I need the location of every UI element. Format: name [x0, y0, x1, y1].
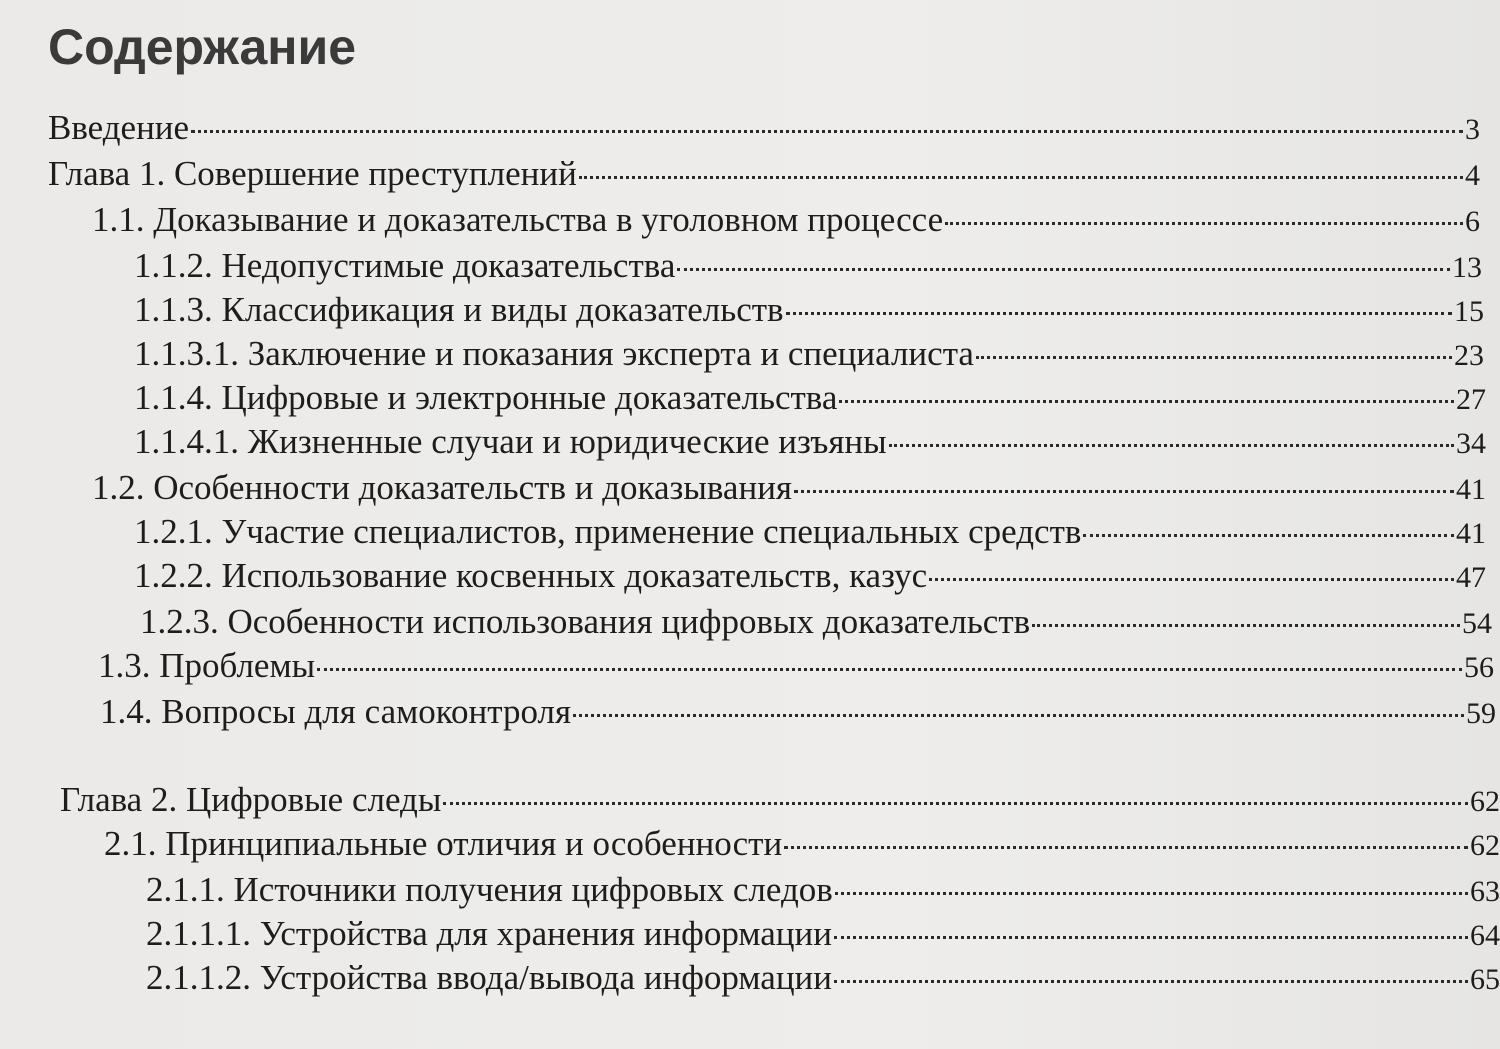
dot-leader — [839, 400, 1454, 403]
toc-entry-label: 1.1. Доказывание и доказательства в уголовном процессе — [92, 200, 944, 239]
toc-entry-page: 34 — [1456, 427, 1486, 460]
dot-leader — [1032, 624, 1460, 627]
toc-entry-label: 1.4. Вопросы для самоконтроля — [100, 692, 572, 731]
toc-entry — [100, 692, 1496, 736]
dot-leader — [443, 802, 1468, 805]
toc-entry-page: 62 — [1470, 829, 1500, 862]
toc-entry-page: 6 — [1465, 205, 1480, 238]
toc-entry — [104, 824, 1500, 868]
toc-entry-label: 2.1. Принципиальные отличия и особенности — [104, 824, 783, 863]
toc-entry-label: 1.2. Особенности доказательств и доказывания — [92, 468, 793, 507]
toc-entry — [134, 378, 1486, 422]
page-title: Содержание — [48, 19, 357, 75]
toc-entry-page: 54 — [1462, 607, 1492, 640]
dot-leader — [317, 668, 1462, 671]
toc-entry-page: 62 — [1470, 785, 1500, 818]
toc-entry-label: Глава 1. Совершение преступлений — [48, 154, 577, 193]
toc-entry-label: 2.1.1.2. Устройства ввода/вывода информации — [146, 958, 833, 997]
dot-leader — [786, 312, 1452, 315]
dot-leader — [929, 578, 1454, 581]
toc-entry-page: 41 — [1456, 473, 1486, 506]
toc-entry — [48, 154, 1480, 198]
toc-entry-page: 4 — [1465, 159, 1480, 192]
toc-entry — [98, 646, 1494, 690]
toc-entry-label: 1.3. Проблемы — [98, 646, 316, 685]
toc-entry-page: 47 — [1456, 561, 1486, 594]
dot-leader — [945, 222, 1463, 225]
toc-entry-page: 27 — [1456, 383, 1486, 416]
toc-entry — [134, 512, 1486, 556]
toc-entry-label: Глава 2. Цифровые следы — [60, 780, 442, 819]
toc-entry — [48, 108, 1480, 152]
toc-entry-page: 64 — [1470, 919, 1500, 952]
toc-entry — [60, 780, 1500, 824]
dot-leader — [573, 714, 1464, 717]
toc-entry-page: 23 — [1454, 339, 1484, 372]
toc-entry — [134, 334, 1484, 378]
dot-leader — [834, 936, 1468, 939]
toc-entry-page: 15 — [1454, 295, 1484, 328]
dot-leader — [677, 268, 1450, 271]
toc-entry-label: 1.1.3. Классификация и виды доказательств — [134, 290, 784, 329]
dot-leader — [834, 980, 1468, 983]
toc-entry-page: 13 — [1452, 251, 1482, 284]
dot-leader — [191, 130, 1463, 133]
toc-entry-label: 1.1.3.1. Заключение и показания эксперта и специалиста — [134, 334, 974, 373]
toc-entry — [92, 468, 1486, 512]
toc-entry — [134, 246, 1482, 290]
toc-entry — [146, 870, 1500, 914]
toc-entry-page: 63 — [1470, 875, 1500, 908]
toc-entry — [92, 200, 1480, 244]
toc-entry-label: 2.1.1.1. Устройства для хранения информации — [146, 914, 832, 953]
toc-entry-page: 59 — [1466, 697, 1496, 730]
dot-leader — [579, 176, 1463, 179]
toc-entry-page: 3 — [1465, 113, 1480, 146]
dot-leader — [976, 356, 1452, 359]
toc-entry-page: 56 — [1464, 651, 1494, 684]
dot-leader — [835, 892, 1468, 895]
toc-entry-label: 1.2.2. Использование косвенных доказательств, казус — [134, 556, 928, 595]
toc-entry-label: 1.1.2. Недопустимые доказательства — [134, 246, 676, 285]
toc-entry-page: 65 — [1470, 963, 1500, 996]
toc-entry-label: 1.1.4. Цифровые и электронные доказательства — [134, 378, 838, 417]
toc-entry-page: 41 — [1456, 517, 1486, 550]
dot-leader — [889, 444, 1454, 447]
toc-entry-label: 1.2.1. Участие специалистов, применение специальных средств — [134, 512, 1082, 551]
toc-entry — [134, 290, 1484, 334]
toc-entry-label: 1.1.4.1. Жизненные случаи и юридические изъяны — [134, 422, 887, 461]
toc-entry — [140, 602, 1492, 646]
dot-leader — [794, 490, 1454, 493]
toc-entry-label: 2.1.1. Источники получения цифровых следов — [146, 870, 833, 909]
toc-entry — [134, 422, 1486, 466]
toc-entry — [134, 556, 1486, 600]
toc-entry — [146, 914, 1500, 958]
toc-entry-label: 1.2.3. Особенности использования цифровых доказательств — [140, 602, 1031, 641]
toc-entry — [146, 958, 1500, 1002]
dot-leader — [784, 846, 1468, 849]
dot-leader — [1083, 534, 1454, 537]
toc-entry-label: Введение — [48, 108, 190, 147]
